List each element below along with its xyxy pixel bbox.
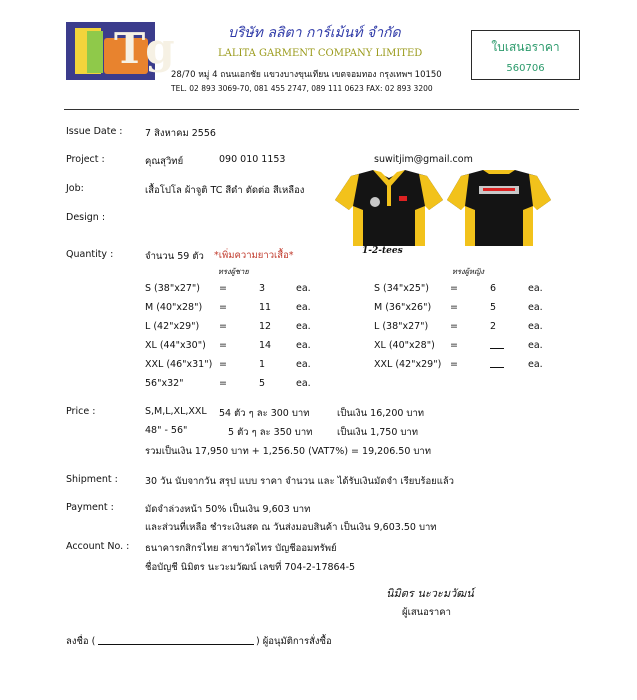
quotation-box: [471, 30, 580, 80]
size-row-eq: =: [450, 283, 458, 294]
shirt-back-image: [445, 170, 553, 248]
shipment-value: 30 วัน นับจากวัน สรุป แบบ ราคา จำนวน และ ได้รับเงินมัดจำ เรียบร้อยแล้ว: [145, 476, 455, 487]
size-row-qty: 12: [259, 321, 272, 332]
design-label: Design :: [66, 212, 106, 223]
payment-line2: และส่วนที่เหลือ ชำระเงินสด ณ วันส่งมอบสินค้า เป็นเงิน 9,603.50 บาท: [145, 522, 437, 533]
header-divider: [64, 109, 579, 110]
size-row-qty: 5: [490, 302, 497, 313]
size-row-size: L (38"x27"): [374, 321, 429, 332]
size-row-size: XXL (42"x29"): [374, 359, 442, 370]
project-name: คุณสุวิทย์: [145, 156, 184, 167]
size-row-unit: ea.: [528, 340, 543, 351]
payment-line1: มัดจำล่วงหน้า 50% เป็นเงิน 9,603 บาท: [145, 504, 311, 515]
price-line2-total: เป็นเงิน 1,750 บาท: [337, 427, 419, 438]
size-row-eq: =: [219, 321, 227, 332]
size-row-qty: [490, 340, 504, 349]
size-row-eq: =: [219, 378, 227, 389]
size-row-qty: 6: [490, 283, 497, 294]
size-row-unit: ea.: [528, 321, 543, 332]
size-row-size: XL (44"x30"): [145, 340, 206, 351]
size-row-unit: ea.: [296, 340, 311, 351]
account-line2: ชื่อบัญชี นิมิตร นะวะมวัฒน์ เลขที่ 704-2-17864-5: [145, 562, 356, 573]
company-contact: TEL. 02 893 3069-70, 081 455 2747, 089 111 0623 FAX: 02 893 3200: [171, 84, 433, 93]
price-line2-calc: 5 ตัว ๆ ละ 350 บาท: [228, 427, 313, 438]
size-row-size: L (42"x29"): [145, 321, 200, 332]
size-row-eq: =: [219, 359, 227, 370]
size-row-size: XXL (46"x31"): [145, 359, 213, 370]
account-line1: ธนาคารกสิกรไทย สาขาวัดไทร บัญชีออมทรัพย์: [145, 543, 337, 554]
size-row-unit: ea.: [528, 302, 543, 313]
price-line1-total: เป็นเงิน 16,200 บาท: [337, 408, 425, 419]
size-row-eq: =: [219, 340, 227, 351]
approval-suffix: ) ผู้อนุมัติการสั่งซื้อ: [256, 636, 332, 647]
proposer-signature: นิมิตร นะวะมวัฒน์: [386, 587, 474, 600]
project-phone: 090 010 1153: [219, 154, 286, 165]
size-row-size: S (34"x25"): [374, 283, 430, 294]
company-name-thai: บริษัท ลลิตา การ์เม้นท์ จำกัด: [228, 25, 401, 41]
size-row-eq: =: [450, 302, 458, 313]
women-size-title: ทรงผู้หญิง: [452, 267, 485, 276]
size-row-qty: 11: [259, 302, 272, 313]
quantity-label: Quantity :: [66, 249, 114, 260]
size-row-size: M (36"x26"): [374, 302, 432, 313]
size-row-unit: ea.: [528, 283, 543, 294]
project-label: Project :: [66, 154, 105, 165]
company-address: 28/70 หมู่ 4 ถนนเอกชัย แขวงบางขุนเทียน เขตจอมทอง กรุงเทพฯ 10150: [171, 70, 442, 80]
shirt-front-image: [333, 170, 445, 248]
quotation-number: 560706: [506, 63, 545, 74]
project-email: suwitjim@gmail.com: [374, 154, 473, 165]
size-row-qty: 3: [259, 283, 266, 294]
price-label: Price :: [66, 406, 96, 417]
size-row-unit: ea.: [528, 359, 543, 370]
men-size-title: ทรงผู้ชาย: [218, 267, 249, 276]
company-logo: [66, 22, 175, 80]
size-row-unit: ea.: [296, 378, 311, 389]
approval-signature-line: [98, 644, 254, 645]
logo-letters: Tg: [114, 24, 175, 73]
price-line1-sizes: S,M,L,XL,XXL: [145, 406, 207, 417]
size-row-qty: [490, 359, 504, 368]
job-label: Job:: [66, 183, 84, 194]
size-row-qty: 5: [259, 378, 266, 389]
size-row-eq: =: [450, 359, 458, 370]
size-row-qty: 2: [490, 321, 497, 332]
size-row-unit: ea.: [296, 359, 311, 370]
issue-date-label: Issue Date :: [66, 126, 123, 137]
job-value: เสื้อโปโล ผ้าจูติ TC สีดำ ตัดต่อ สีเหลือง: [145, 185, 305, 196]
size-row-eq: =: [219, 302, 227, 313]
size-row-eq: =: [450, 321, 458, 332]
account-label: Account No. :: [66, 541, 130, 552]
price-line2-sizes: 48" - 56": [145, 425, 188, 436]
approval-prefix: ลงชื่อ (: [66, 636, 96, 647]
size-row-size: 56"x32": [145, 378, 184, 389]
size-row-unit: ea.: [296, 321, 311, 332]
price-line1-calc: 54 ตัว ๆ ละ 300 บาท: [219, 408, 310, 419]
size-row-unit: ea.: [296, 283, 311, 294]
shipment-label: Shipment :: [66, 474, 118, 485]
shirt-brand-label: 1-2-tees: [362, 246, 403, 256]
size-row-qty: 1: [259, 359, 266, 370]
quantity-note: *เพิ่มความยาวเสื้อ*: [214, 250, 294, 261]
size-row-unit: ea.: [296, 302, 311, 313]
size-row-size: XL (40"x28"): [374, 340, 435, 351]
price-summary: รวมเป็นเงิน 17,950 บาท + 1,256.50 (VAT7%) = 19,206.50 บาท: [145, 446, 432, 457]
payment-label: Payment :: [66, 502, 114, 513]
proposer-role: ผู้เสนอราคา: [402, 607, 451, 618]
issue-date-value: 7 สิงหาคม 2556: [145, 128, 216, 139]
size-row-size: S (38"x27"): [145, 283, 201, 294]
size-row-eq: =: [450, 340, 458, 351]
size-row-eq: =: [219, 283, 227, 294]
quantity-value: จำนวน 59 ตัว: [145, 251, 204, 262]
size-row-qty: 14: [259, 340, 272, 351]
quotation-title: ใบเสนอราคา: [491, 40, 560, 54]
size-row-size: M (40"x28"): [145, 302, 203, 313]
company-name-english: LALITA GARMENT COMPANY LIMITED: [218, 48, 423, 59]
